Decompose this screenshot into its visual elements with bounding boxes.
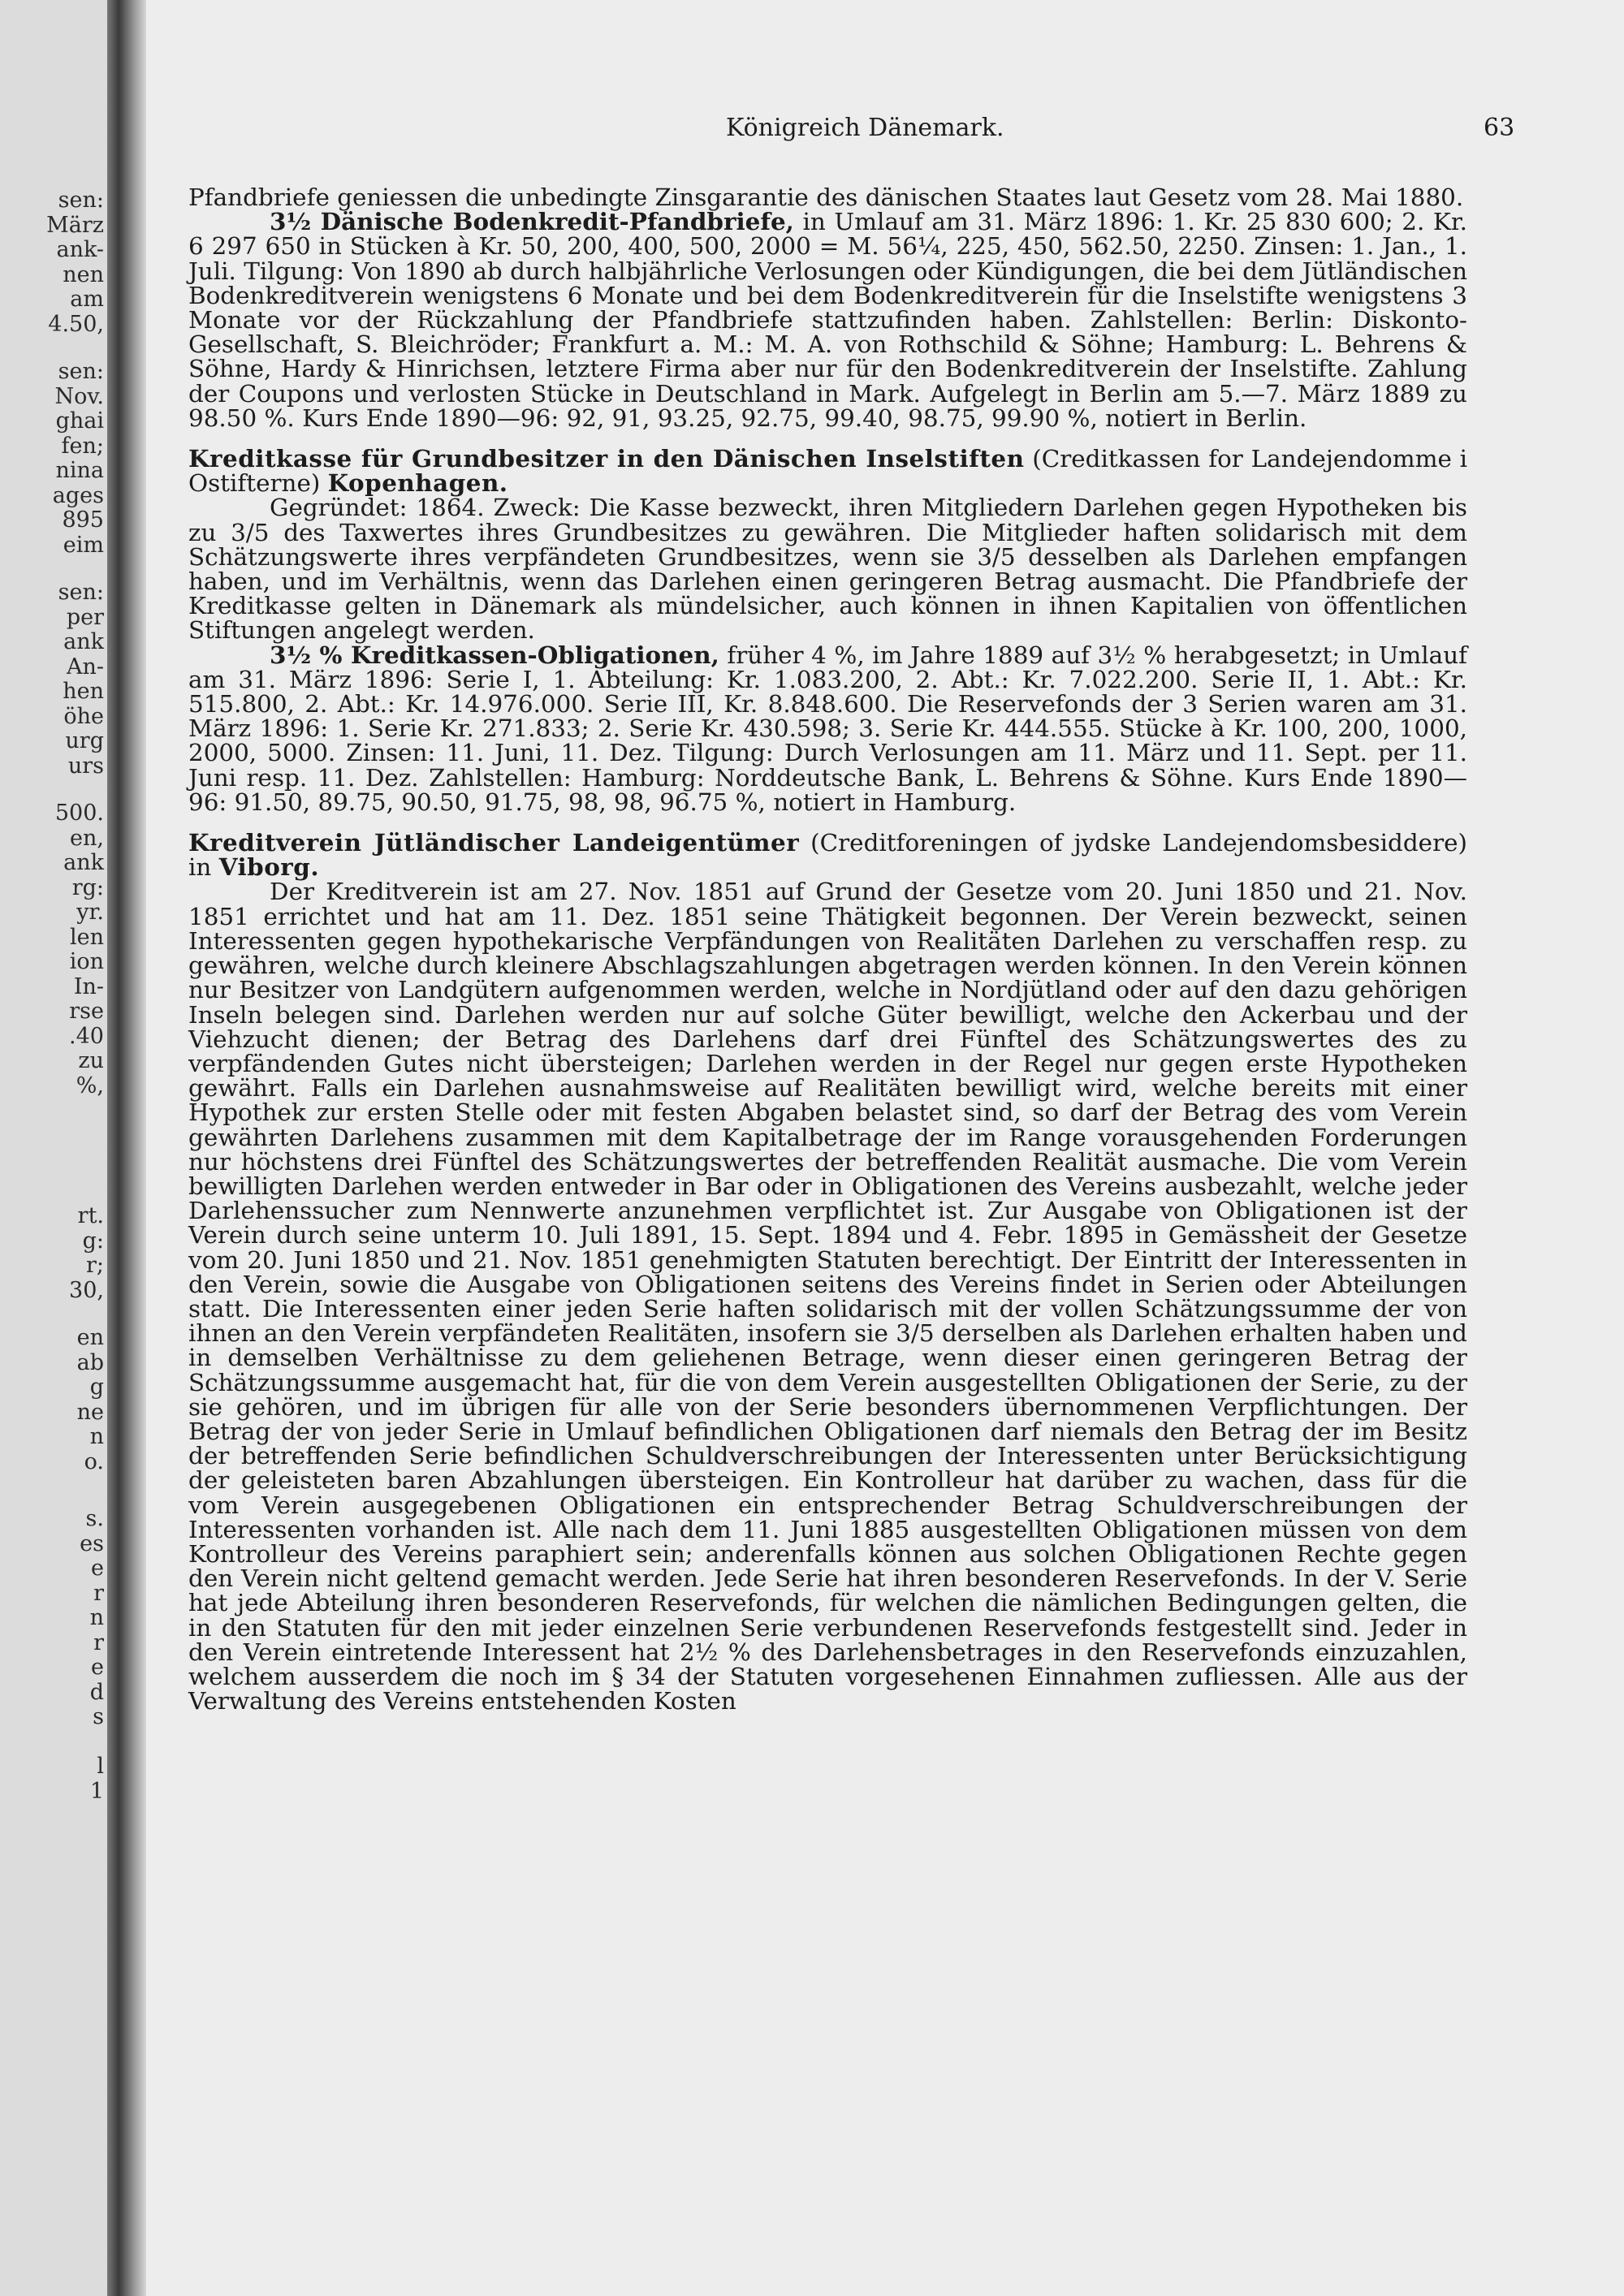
facing-page-fragment: e [91, 1556, 104, 1581]
facing-page-fragment: nina [55, 458, 104, 483]
facing-page-fragment: An- [66, 654, 104, 680]
entry-title: 3½ % Kreditkassen-Obligationen, [270, 640, 719, 669]
facing-page-fragment: g: [82, 1228, 104, 1254]
section-title: Kreditkasse für Grundbesitzer in den Dänischen Inselstiften [188, 444, 1025, 473]
facing-page-fragment: r; [85, 1253, 104, 1278]
facing-page-fragment: es [80, 1530, 104, 1556]
facing-page-fragment: 4.50, [48, 311, 104, 337]
facing-page-fragment: zu [78, 1048, 104, 1073]
facing-page-fragment: r [93, 1629, 104, 1655]
page-number: 63 [1484, 114, 1515, 142]
facing-page-fragment: 30, [69, 1277, 104, 1303]
facing-page-fragment: len [69, 924, 104, 950]
facing-page-fragment: en, [70, 825, 104, 851]
facing-page-fragment: en [76, 1325, 104, 1350]
entry-danish-bodenkredit [188, 209, 1467, 430]
facing-page-fragment: ages [52, 482, 104, 508]
facing-page-fragment: d [89, 1679, 104, 1705]
entry-kreditkassen-obligationen [188, 640, 1468, 816]
continuation-paragraph: Pfandbriefe geniessen die unbedingte Zinsgarantie des dänischen Staates laut Gesetz vom 28. Mai 1880. [188, 183, 1464, 211]
section-paragraph: Der Kreditverein ist am 27. Nov. 1851 auf Grund der Gesetze vom 20. Juni 1850 und 21. Nov. 1851 errichtet und hat am 11. Dez. 1851 seine Thätigkeit begonnen. Der Verein bezweckt, seinen Interessenten gegen hypothekarische Verpfändungen von Realitäten Darlehen zu verschaffen resp. zu gewähren, welche durch kleinere Abschlagszahlungen abgetragen werden können. In den Verein können nur Besitzer von Landgütern aufgenommen werden, welche in Nordjütland oder auf den dazu gehörigen Inseln belegen sind. Darlehen werden nur auf solche Güter bewilligt, welche den Ackerbau und der Viehzucht dienen; der Betrag des Darlehens darf drei Fünftel des Schätzungswertes des zu verpfändenden Gutes nicht übersteigen; Darlehen werden in der Regel nur gegen erste Hypotheken gewährt. Falls ein Darlehen ausnahmsweise auf Realitäten bewilligt wird, welche bereits mit einer Hypothek zur ersten Stelle oder mit festen Abgaben belastet sind, so darf der Betrag des vom Verein gewährten Darlehens zusammen mit dem Kapitalbetrage der im Range vorausgehenden Forderungen nur höchstens drei Fünftel des Schätzungswertes der betreffenden Realität ausmache. Die vom Verein bewilligten Darlehen werden entweder in Bar oder in Obligationen des Vereins ausbezahlt, welche jeder Darlehenssucher zum Nennwerte anzunehmen verpflichtet ist. Zur Ausgabe von Obligationen ist der Verein durch seine unterm 10. Juli 1891, 15. Sept. 1894 und 4. Febr. 1895 in Gemässheit der Gesetze vom 20. Juni 1850 und 21. Nov. 1851 genehmigten Statuten berechtigt. Der Eintritt der Interessenten in den Verein, sowie die Ausgabe von Obligationen seitens des Vereins findet in Serien oder Abteilungen statt. Die Interessenten einer jeden Serie haften solidarisch mit der vollen Schätzungssumme der von ihnen an den Verein verpfändeten Realitäten, insofern sie 3/5 derselben als Darlehen erhalten haben und in demselben Verhältnisse zu dem geliehenen Betrage, wenn dieser einen geringeren Betrag der Schätzungssumme ausgemacht hat, für die von dem Verein ausgestellten Obligationen der Serie, zu der sie gehören, und im übrigen für alle von der Serie besonders übernommenen Verpflichtungen. Der Betrag der von jeder Serie in Umlauf befindlichen Obligationen darf niemals den Betrag der im Besitz der betreffenden Serie befindlichen Schuldverschreibungen der Interessenten unter Berücksichtigung der geleisteten baren Abzahlungen übersteigen. Ein Kontrolleur hat darüber zu wachen, dass für die vom Verein ausgegebenen Obligationen ein entsprechender Betrag Schuldverschreibungen der Interessenten vorhanden ist. Alle nach dem 11. Juni 1885 ausgestellten Obligationen müssen von dem Kontrolleur des Vereins paraphiert sein; anderenfalls können aus solchen Obligationen Rechte gegen den Verein nicht geltend gemacht werden. Jede Serie hat ihren besonderen Reservefonds. In der V. Serie hat jede Abteilung ihren besonderen Reservefonds, für welchen die nämlichen Bedingungen gelten, die in den Statuten für den mit jeder einzelnen Serie verbundenen Reservefonds festgestellt sind. Jeder in den Verein eintretende Interessent hat 2½ % des Darlehensbetrages in den Reservefonds einzuzahlen, welchem ausserdem die noch im § 34 der Statuten vorgesehenen Einnahmen zufliessen. Alle aus der Verwaltung des Vereins entstehenden Kosten [188, 878, 1467, 1716]
facing-page-fragment: urg [65, 728, 104, 753]
facing-page-fragment: rg: [71, 874, 104, 900]
facing-page-fragment: 895 [62, 507, 104, 533]
facing-page-fragment: März [46, 212, 104, 238]
facing-page-fragment: ion [69, 949, 104, 974]
facing-page-fragment: öhe [63, 703, 104, 729]
facing-page-fragment: sen: [58, 188, 104, 213]
section-place: Viborg. [218, 852, 320, 882]
facing-page-fragment: yr. [76, 900, 104, 925]
facing-page-fragment: 500. [54, 801, 104, 826]
facing-page-fragment: In- [73, 973, 104, 999]
facing-page-fragment: ank [63, 629, 104, 654]
facing-page-fragment: 1 [89, 1778, 104, 1804]
entry-text: in Umlauf am 31. März 1896: 1. Kr. 25 830 600; 2. Kr. 6 297 650 in Stücken à Kr. 50, 200, 400, 500, 2000 = M. 56¼, 225, 450, 562.50, 2250. Zinsen: 1. Jan., 1. Juli. Tilgung: Von 1890 ab durch halbjährliche Verlosungen oder Kündigungen, die bei dem Jütländischen Bodenkreditverein wenigstens 6 Monate und bei dem Bodenkreditverein für die Inselstifte wenigstens 3 Monate vor der Rückzahlung der Pfandbriefe stattzufinden haben. Zahlstellen: Berlin: Diskonto-Gesellschaft, S. Bleichröder; Frankfurt a. M.: M. A. von Rothschild & Söhne; Hamburg: L. Behrens & Söhne, Hardy & Hinrichsen, letztere Firma aber nur für den Bodenkreditverein der Inselstifte. Zahlung der Coupons und verlosten Stücke in Deutschland in Mark. Aufgelegt in Berlin am 5.—7. März 1889 zu 98.50 %. Kurs Ende 1890—96: 92, 91, 93.25, 92.75, 99.40, 98.75, 99.90 %, notiert in Berlin. [188, 208, 1467, 432]
facing-page-fragment: urs [67, 753, 104, 779]
facing-page-fragment: ne [76, 1399, 104, 1425]
running-title: Königreich Dänemark. [726, 114, 1004, 142]
book-gutter [107, 0, 146, 2296]
entry-text: früher 4 %, im Jahre 1889 auf 3½ % herabgesetzt; in Umlauf am 31. März 1896: Serie I, 1. Abteilung: Kr. 1.083.200, 2. Abt.: Kr. 7.022.200. Serie II, 1. Abt.: Kr. 515.800, 2. Abt.: Kr. 14.976.000. Serie III, Kr. 8.848.600. Die Reservefonds der 3 Serien waren am 31. März 1896: 1. Serie Kr. 271.833; 2. Serie Kr. 430.598; 3. Serie Kr. 444.555. Stücke à Kr. 100, 200, 1000, 2000, 5000. Zinsen: 11. Juni, 11. Dez. Tilgung: Durch Verlosungen am 11. März und 11. Sept. per 11. Juni resp. 11. Dez. Zahlstellen: Hamburg: Norddeutsche Bank, L. Behrens & Söhne. Kurs Ende 1890—96: 91.50, 89.75, 90.50, 91.75, 98, 98, 96.75 %, notiert in Hamburg. [188, 641, 1468, 816]
section-title-translation: (Creditkassen for Landejendomme i Ostifterne) [188, 445, 1467, 498]
facing-page-fragment: eim [63, 532, 104, 558]
section-heading-kreditverein [188, 828, 1467, 882]
facing-page-fragment: n [89, 1605, 104, 1630]
facing-page-fragment: per [66, 604, 104, 630]
facing-page-fragment: %, [76, 1072, 104, 1098]
section-paragraph: Gegründet: 1864. Zweck: Die Kasse bezweckt, ihren Mitgliedern Darlehen gegen Hypotheken bis zu 3/5 des Taxwertes ihres Grundbesitzes zu gewähren. Die Mitglieder haften solidarisch mit dem Schätzungswerte ihres verpfändeten Grundbesitzes, wenn sie 3/5 desselben als Darlehen empfangen haben, und im Verhältnis, wenn das Darlehen einen geringeren Betrag ausmacht. Die Pfandbriefe der Kreditkasse gelten in Dänemark als mündelsicher, auch können in ihnen Kapitalien von öffentlichen Stiftungen angelegt werden. [188, 494, 1467, 645]
facing-page-fragment: s [93, 1704, 104, 1729]
facing-page-fragment: rt. [77, 1203, 104, 1228]
facing-page-fragment: n [89, 1424, 104, 1449]
page-body [188, 183, 1468, 1716]
facing-page-fragment: am [70, 287, 104, 312]
facing-page-fragment: g [89, 1375, 104, 1400]
facing-page-fragment: ank [63, 850, 104, 875]
facing-page-fragment: ank- [56, 237, 104, 262]
facing-page-fragment: ab [76, 1349, 104, 1375]
facing-page-fragment: l [97, 1754, 104, 1779]
facing-page-fragment: sen: [58, 359, 104, 384]
section-title-translation: (Creditforeningen of jydske Landejendomsbesiddere) in [188, 829, 1467, 882]
book-page [146, 0, 1624, 2296]
facing-page-fragment: ghai [55, 408, 104, 434]
section-place: Kopenhagen. [327, 468, 508, 498]
facing-page-fragment: e [91, 1655, 104, 1680]
facing-page-fragment: s. [85, 1506, 104, 1531]
facing-page-fragment: .40 [69, 1023, 104, 1049]
entry-title: 3½ Dänische Bodenkredit-Pfandbriefe, [270, 207, 794, 236]
facing-page-fragment: hen [63, 679, 104, 704]
facing-page-fragment: nen [63, 261, 104, 287]
facing-page-fragment: r [93, 1580, 104, 1606]
facing-page-fragment: o. [84, 1448, 104, 1474]
facing-page-fragment: fen; [61, 433, 104, 459]
facing-page-fragment: Nov. [54, 383, 104, 409]
facing-page-fragment: sen: [58, 580, 104, 605]
section-title: Kreditverein Jütländischer Landeigentümer [188, 828, 800, 857]
facing-page-fragment: rse [69, 999, 104, 1024]
section-heading-kreditkasse [188, 444, 1467, 498]
facing-page-edge [0, 0, 107, 2296]
